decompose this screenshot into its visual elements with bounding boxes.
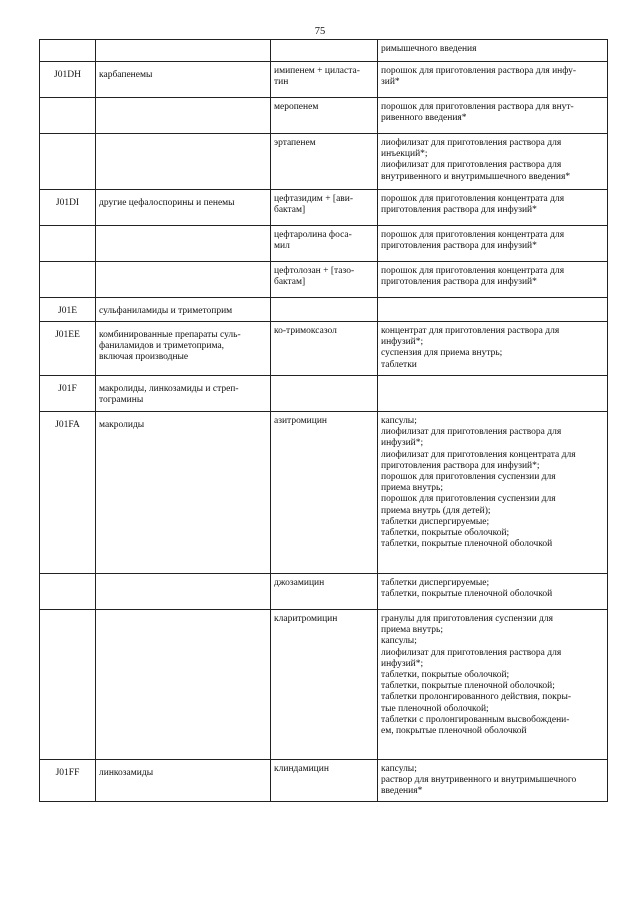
group-cell — [96, 40, 271, 62]
dosage-forms-cell — [378, 62, 608, 98]
atc-code-cell: J01DI — [40, 190, 96, 226]
table-row — [40, 322, 608, 376]
group-cell — [96, 322, 271, 376]
table-row — [40, 190, 608, 226]
cell-line: приготовления раствора для инфузий* — [381, 205, 537, 216]
table-row — [40, 412, 608, 574]
atc-code-cell: J01FA — [40, 412, 96, 574]
drug-name-cell — [271, 134, 378, 190]
drug-name-cell — [271, 226, 378, 262]
cell-line: ем, покрытые пленочной оболочкой — [381, 726, 527, 737]
table-row — [40, 262, 608, 298]
cell-line: таблетки с пролонгированным высвобождени- — [381, 714, 570, 725]
cell-line: инфузий*; — [381, 337, 424, 348]
cell-line: внутривенного и внутримышечного введения* — [381, 171, 571, 182]
cell-line: кларитромицин — [274, 614, 338, 624]
atc-code-cell — [40, 226, 96, 262]
cell-line: таблетки диспергируемые; — [381, 516, 490, 527]
cell-line: бактам] — [274, 205, 306, 216]
cell-line: порошок для приготовления раствора для инфу- — [381, 66, 577, 76]
table-row — [40, 610, 608, 760]
dosage-forms-cell — [378, 98, 608, 134]
drug-name-cell — [271, 610, 378, 760]
atc-code-cell: J01E — [40, 298, 96, 322]
table-row — [40, 376, 608, 412]
cell-line: таблетки диспергируемые; — [381, 578, 490, 588]
drug-name-cell — [271, 98, 378, 134]
table-row — [40, 760, 608, 802]
cell-line: капсулы; — [381, 416, 417, 426]
cell-line: зий* — [381, 77, 400, 88]
cell-line: комбинированные препараты суль- — [99, 330, 241, 340]
table-row — [40, 62, 608, 98]
drug-name-cell — [271, 62, 378, 98]
cell-line: клиндамицин — [274, 764, 329, 774]
cell-line: азитромицин — [274, 416, 327, 426]
group-cell — [96, 226, 271, 262]
group-cell — [96, 610, 271, 760]
table-row — [40, 298, 608, 322]
atc-code-cell: J01FF — [40, 760, 96, 802]
group-cell — [96, 574, 271, 610]
cell-line: включая производные — [99, 352, 189, 363]
table-row — [40, 574, 608, 610]
cell-line: порошок для приготовления концентрата для — [381, 230, 565, 240]
cell-line: приема внутрь; — [381, 625, 443, 636]
cell-line: лиофилизат для приготовления раствора для — [381, 647, 562, 658]
cell-line: бактам] — [274, 277, 306, 288]
cell-line: инфузий*; — [381, 658, 424, 669]
group-cell — [96, 190, 271, 226]
cell-line: другие цефалоспорины и пенемы — [99, 198, 235, 208]
cell-line: меропенем — [274, 102, 319, 112]
group-cell — [96, 62, 271, 98]
cell-line: таблетки, покрытые оболочкой; — [381, 670, 510, 681]
dosage-forms-cell — [378, 190, 608, 226]
cell-line: порошок для приготовления суспензии для — [381, 472, 556, 483]
group-cell — [96, 760, 271, 802]
table-row — [40, 226, 608, 262]
cell-line: римышечного введения — [381, 44, 477, 54]
cell-line: таблетки, покрытые пленочной оболочкой — [381, 589, 553, 600]
drug-name-cell — [271, 262, 378, 298]
cell-line: инъекций*; — [381, 149, 428, 160]
dosage-forms-cell — [378, 226, 608, 262]
cell-line: приема внутрь (для детей); — [381, 505, 491, 516]
cell-line: таблетки, покрытые пленочной оболочкой; — [381, 681, 555, 692]
dosage-forms-cell — [378, 134, 608, 190]
cell-line: порошок для приготовления суспензии для — [381, 494, 556, 505]
table-row — [40, 98, 608, 134]
cell-line: тограмины — [99, 395, 144, 406]
dosage-forms-cell — [378, 298, 608, 322]
dosage-forms-cell — [378, 376, 608, 412]
dosage-forms-cell — [378, 760, 608, 802]
group-cell — [96, 98, 271, 134]
cell-line: эртапенем — [274, 138, 316, 148]
cell-line: цефтолозан + [тазо- — [274, 266, 355, 276]
cell-line: сульфаниламиды и триметоприм — [99, 306, 233, 316]
page-number: 75 — [314, 26, 326, 37]
dosage-forms-cell — [378, 412, 608, 574]
drug-name-cell — [271, 574, 378, 610]
group-cell — [96, 376, 271, 412]
cell-line: порошок для приготовления раствора для внут- — [381, 102, 574, 112]
cell-line: цефтаролина фоса- — [274, 230, 352, 240]
dosage-forms-cell — [378, 322, 608, 376]
group-cell — [96, 262, 271, 298]
cell-line: раствор для внутривенного и внутримышечного — [381, 775, 577, 786]
drug-name-cell — [271, 760, 378, 802]
group-cell — [96, 134, 271, 190]
cell-line: таблетки пролонгированного действия, покры- — [381, 692, 571, 703]
cell-line: гранулы для приготовления суспензии для — [381, 614, 553, 624]
cell-line: мил — [274, 241, 290, 252]
cell-line: тин — [274, 77, 289, 88]
cell-line: приема внутрь; — [381, 483, 443, 494]
dosage-forms-cell — [378, 40, 608, 62]
drug-name-cell — [271, 412, 378, 574]
atc-code-cell — [40, 574, 96, 610]
cell-line: тые пленочной оболочкой; — [381, 703, 489, 714]
cell-line: цефтазидим + [ави- — [274, 194, 354, 204]
cell-line: лиофилизат для приготовления раствора для — [381, 427, 562, 438]
drug-name-cell — [271, 190, 378, 226]
cell-line: приготовления раствора для инфузий* — [381, 241, 537, 252]
cell-line: таблетки, покрытые пленочной оболочкой — [381, 539, 553, 550]
cell-line: порошок для приготовления концентрата для — [381, 266, 565, 276]
atc-code-cell — [40, 610, 96, 760]
cell-line: джозамицин — [274, 578, 325, 588]
dosage-forms-cell — [378, 574, 608, 610]
drug-name-cell — [271, 298, 378, 322]
cell-line: ривенного введения* — [381, 113, 467, 124]
drug-name-cell — [271, 322, 378, 376]
cell-line: таблетки — [381, 359, 417, 370]
group-cell — [96, 298, 271, 322]
drug-name-cell — [271, 376, 378, 412]
cell-line: лиофилизат для приготовления раствора для — [381, 160, 562, 171]
cell-line: фаниламидов и триметоприма, — [99, 341, 225, 352]
dosage-forms-cell — [378, 262, 608, 298]
table-row — [40, 40, 608, 62]
cell-line: введения* — [381, 786, 423, 797]
drug-table — [39, 39, 608, 802]
cell-line: макролиды — [99, 420, 145, 430]
cell-line: линкозамиды — [99, 768, 154, 778]
dosage-forms-cell — [378, 610, 608, 760]
group-cell — [96, 412, 271, 574]
cell-line: лиофилизат для приготовления раствора для — [381, 138, 562, 148]
atc-code-cell — [40, 98, 96, 134]
table-row — [40, 134, 608, 190]
cell-line: имипенем + циласта- — [274, 66, 360, 76]
cell-line: концентрат для приготовления раствора для — [381, 326, 560, 336]
cell-line: ко-тримоксазол — [274, 326, 337, 336]
cell-line: лиофилизат для приготовления концентрата для — [381, 449, 576, 460]
cell-line: таблетки, покрытые оболочкой; — [381, 528, 510, 539]
atc-code-cell — [40, 262, 96, 298]
cell-line: порошок для приготовления концентрата для — [381, 194, 565, 204]
atc-code-cell — [40, 134, 96, 190]
cell-line: приготовления раствора для инфузий*; — [381, 460, 540, 471]
cell-line: инфузий*; — [381, 438, 424, 449]
cell-line: капсулы; — [381, 636, 417, 647]
cell-line: капсулы; — [381, 764, 417, 774]
cell-line: приготовления раствора для инфузий* — [381, 277, 537, 288]
cell-line: суспензия для приема внутрь; — [381, 348, 503, 359]
atc-code-cell: J01F — [40, 376, 96, 412]
atc-code-cell — [40, 40, 96, 62]
drug-table-body — [40, 40, 608, 802]
drug-name-cell — [271, 40, 378, 62]
atc-code-cell: J01EE — [40, 322, 96, 376]
cell-line: макролиды, линкозамиды и стреп- — [99, 384, 239, 394]
atc-code-cell: J01DH — [40, 62, 96, 98]
cell-line: карбапенемы — [99, 70, 153, 80]
